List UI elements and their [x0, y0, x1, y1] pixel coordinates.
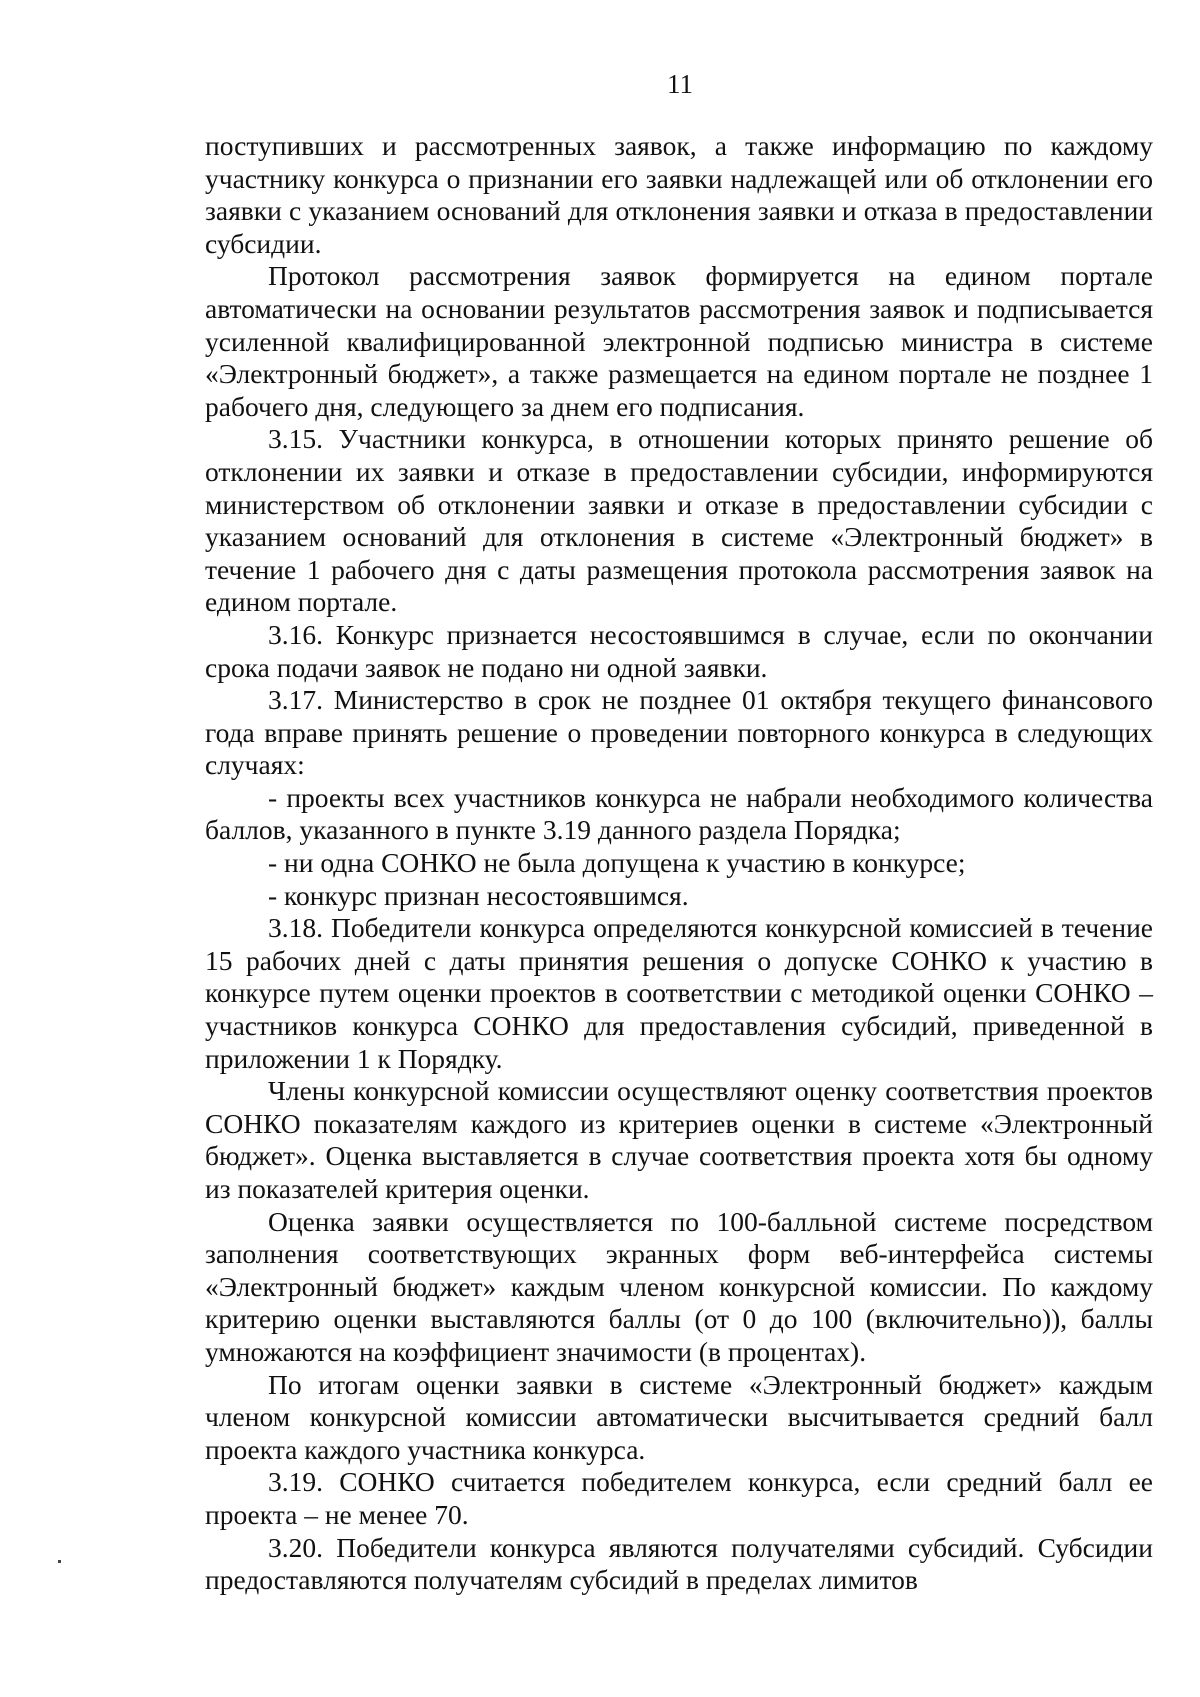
paragraph: Протокол рассмотрения заявок формируется на едином портале автоматически на основании результатов рассмотрения заявок и подписывается усиленной квалифицированной электронной подписью министра в системе «Электронный бюджет», а также размещается на едином портале не позднее 1 рабочего дня, следующего за днем его подписания.	[205, 260, 1153, 422]
paragraph: Члены конкурсной комиссии осуществляют оценку соответствия проектов СОНКО показателям каждого из критериев оценки в системе «Электронный бюджет». Оценка выставляется в случае соответствия проекта хотя бы одному из показателей критерия оценки.	[205, 1075, 1153, 1204]
page-number: 11	[667, 69, 693, 99]
paragraph-3-17: 3.17. Министерство в срок не позднее 01 октября текущего финансового года вправе принять решение о проведении повторного конкурса в следующих случаях:	[205, 684, 1153, 781]
scan-speck	[58, 1560, 61, 1563]
list-item: - ни одна СОНКО не была допущена к участию в конкурсе;	[268, 847, 966, 879]
document-body	[205, 130, 1153, 1597]
list-item: - конкурс признан несостоявшимся.	[268, 879, 689, 911]
paragraph: По итогам оценки заявки в системе «Электронный бюджет» каждым членом конкурсной комиссии автоматически высчитывается средний балл проекта каждого участника конкурса.	[205, 1368, 1153, 1465]
paragraph-3-16: 3.16. Конкурс признается несостоявшимся в случае, если по окончании срока подачи заявок не подано ни одной заявки.	[205, 618, 1153, 683]
paragraph-3-18: 3.18. Победители конкурса определяются конкурсной комиссией в течение 15 рабочих дней с даты принятия решения о допуске СОНКО к участию в конкурсе путем оценки проектов в соответствии с методикой оценки СОНКО – участников конкурса СОНКО для предоставления субсидий, приведенной в приложении 1 к Порядку.	[205, 912, 1153, 1074]
paragraph-3-19: 3.19. СОНКО считается победителем конкурса, если средний балл ее проекта – не менее 70.	[205, 1466, 1153, 1530]
paragraph-3-20: 3.20. Победители конкурса являются получателями субсидий. Субсидии предоставляются получателям субсидий в пределах лимитов	[205, 1531, 1153, 1596]
paragraph-3-15: 3.15. Участники конкурса, в отношении которых принято решение об отклонении их заявки и отказе в предоставлении субсидии, информируются министерством об отклонении заявки и отказе в предоставлении субсидии с указанием оснований для отклонения в системе «Электронный бюджет» в течение 1 рабочего дня с даты размещения протокола рассмотрения заявок на едином портале.	[205, 423, 1153, 618]
paragraph: Оценка заявки осуществляется по 100-балльной системе посредством заполнения соответствующих экранных форм веб-интерфейса системы «Электронный бюджет» каждым членом конкурсной комиссии. По каждому критерию оценки выставляются баллы (от 0 до 100 (включительно)), баллы умножаются на коэффициент значимости (в процентах).	[205, 1205, 1153, 1367]
paragraph: поступивших и рассмотренных заявок, а также информацию по каждому участнику конкурса о признании его заявки надлежащей или об отклонении его заявки с указанием оснований для отклонения заявки и отказа в предоставлении субсидии.	[205, 130, 1153, 259]
list-item: - проекты всех участников конкурса не набрали необходимого количества баллов, указанного в пункте 3.19 данного раздела Порядка;	[205, 781, 1153, 846]
